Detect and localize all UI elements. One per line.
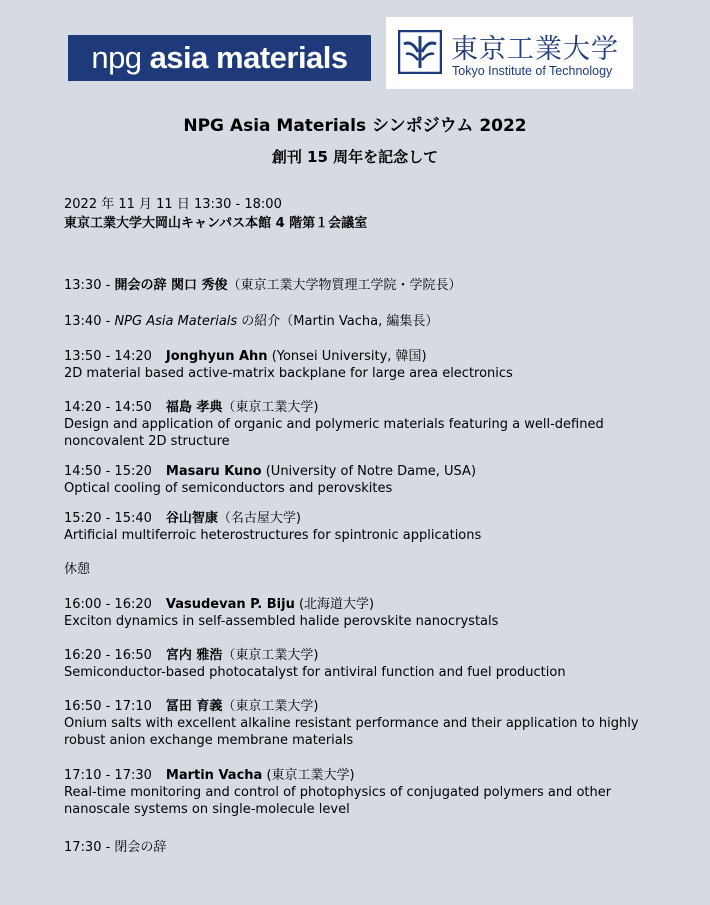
program-speaker: 開会の辞 関口 秀俊: [114, 278, 228, 293]
program-talk-title: 2D material based active-matrix backplane for large area electronics: [64, 366, 513, 381]
program-speaker: Jonghyun Ahn: [165, 349, 268, 364]
program-affiliation: （東京工業大学): [222, 648, 319, 663]
program-talk-title: Real-time monitoring and control of photophysics of conjugated polymers and other nanoscale systems on single-molecule level: [64, 785, 612, 817]
program-speaker: Vasudevan P. Biju: [165, 597, 295, 612]
program-time: 16:50 - 17:10: [64, 699, 152, 714]
program-affiliation: （東京工業大学): [222, 699, 319, 714]
tokyo-tech-name-jp: 東京工業大学: [451, 34, 619, 65]
program-item-4: [64, 463, 644, 497]
program-speaker: Martin Vacha: [165, 768, 263, 783]
program-time: 17:30 -: [64, 840, 111, 855]
program-item-5: [64, 510, 644, 544]
npg-logo-part1: npg: [91, 40, 142, 75]
npg-logo-part2: asia materials: [149, 40, 348, 75]
program-item-3: [64, 399, 644, 450]
program-talk-title: Optical cooling of semiconductors and perovskites: [64, 481, 393, 496]
program-talk-title: Exciton dynamics in self-assembled halide perovskite nanocrystals: [64, 614, 499, 629]
tokyo-tech-emblem-icon: [398, 30, 442, 74]
program-time: 15:20 - 15:40: [64, 511, 152, 526]
program-affiliation: （東京工業大学物質理工学院・学院長）: [227, 278, 462, 293]
program-description: の紹介（Martin Vacha, 編集長）: [237, 314, 439, 329]
program-item-break: [64, 561, 90, 578]
program-item-closing: [64, 839, 166, 856]
event-date: 2022 年 11 月 11 日 13:30 - 18:00: [64, 197, 282, 212]
program-item-9: [64, 698, 644, 749]
program-time: 13:30 -: [64, 278, 111, 293]
program-time: 16:20 - 16:50: [64, 648, 152, 663]
program-speaker: Masaru Kuno: [165, 464, 262, 479]
npg-asia-materials-logo: [68, 35, 371, 81]
program-time: 16:00 - 16:20: [64, 597, 152, 612]
program-item-8: [64, 647, 644, 681]
program-time: 17:10 - 17:30: [64, 768, 152, 783]
tokyo-tech-name-en: Tokyo Institute of Technology: [452, 64, 613, 78]
program-item-opening: [64, 277, 462, 294]
tokyo-tech-logo: [386, 17, 633, 89]
program-affiliation: (北海道大学): [294, 597, 375, 612]
program-speaker: 宮内 雅浩: [165, 648, 223, 663]
program-description: 閉会の辞: [110, 840, 167, 855]
program-talk-title: Design and application of organic and polymeric materials featuring a well-defined noncovalent 2D structure: [64, 417, 604, 449]
program-talk-title: Artificial multiferroic heterostructures for spintronic applications: [64, 528, 482, 543]
program-talk-title: Semiconductor-based photocatalyst for antiviral function and fuel production: [64, 665, 566, 680]
program-item-7: [64, 596, 644, 630]
program-speaker: 谷山智康: [165, 511, 218, 526]
event-venue: 東京工業大学大岡山キャンパス本館 4 階第１会議室: [64, 216, 368, 231]
program-affiliation: （東京工業大学): [222, 400, 319, 415]
program-item-intro: [64, 313, 438, 330]
program-affiliation: (東京工業大学): [262, 768, 355, 783]
program-break: 休憩: [64, 562, 91, 577]
journal-name: NPG Asia Materials: [114, 314, 238, 329]
program-affiliation: (University of Notre Dame, USA): [261, 464, 477, 479]
program-item-10: [64, 767, 644, 818]
program-talk-title: Onium salts with excellent alkaline resistant performance and their application to highly robust anion exchange membrane materials: [64, 716, 639, 748]
symposium-title: NPG Asia Materials シンポジウム 2022: [183, 116, 527, 136]
program-speaker: 冨田 育義: [165, 699, 223, 714]
program-item-2: [64, 348, 644, 382]
program-speaker: 福島 孝典: [165, 400, 223, 415]
symposium-subtitle: 創刊 15 周年を記念して: [271, 148, 439, 166]
program-time: 14:50 - 15:20: [64, 464, 152, 479]
program-affiliation: (Yonsei University, 韓国): [267, 349, 427, 364]
program-time: 13:40 -: [64, 314, 111, 329]
program-time: 14:20 - 14:50: [64, 400, 152, 415]
program-time: 13:50 - 14:20: [64, 349, 152, 364]
program-affiliation: （名古屋大学): [217, 511, 301, 526]
